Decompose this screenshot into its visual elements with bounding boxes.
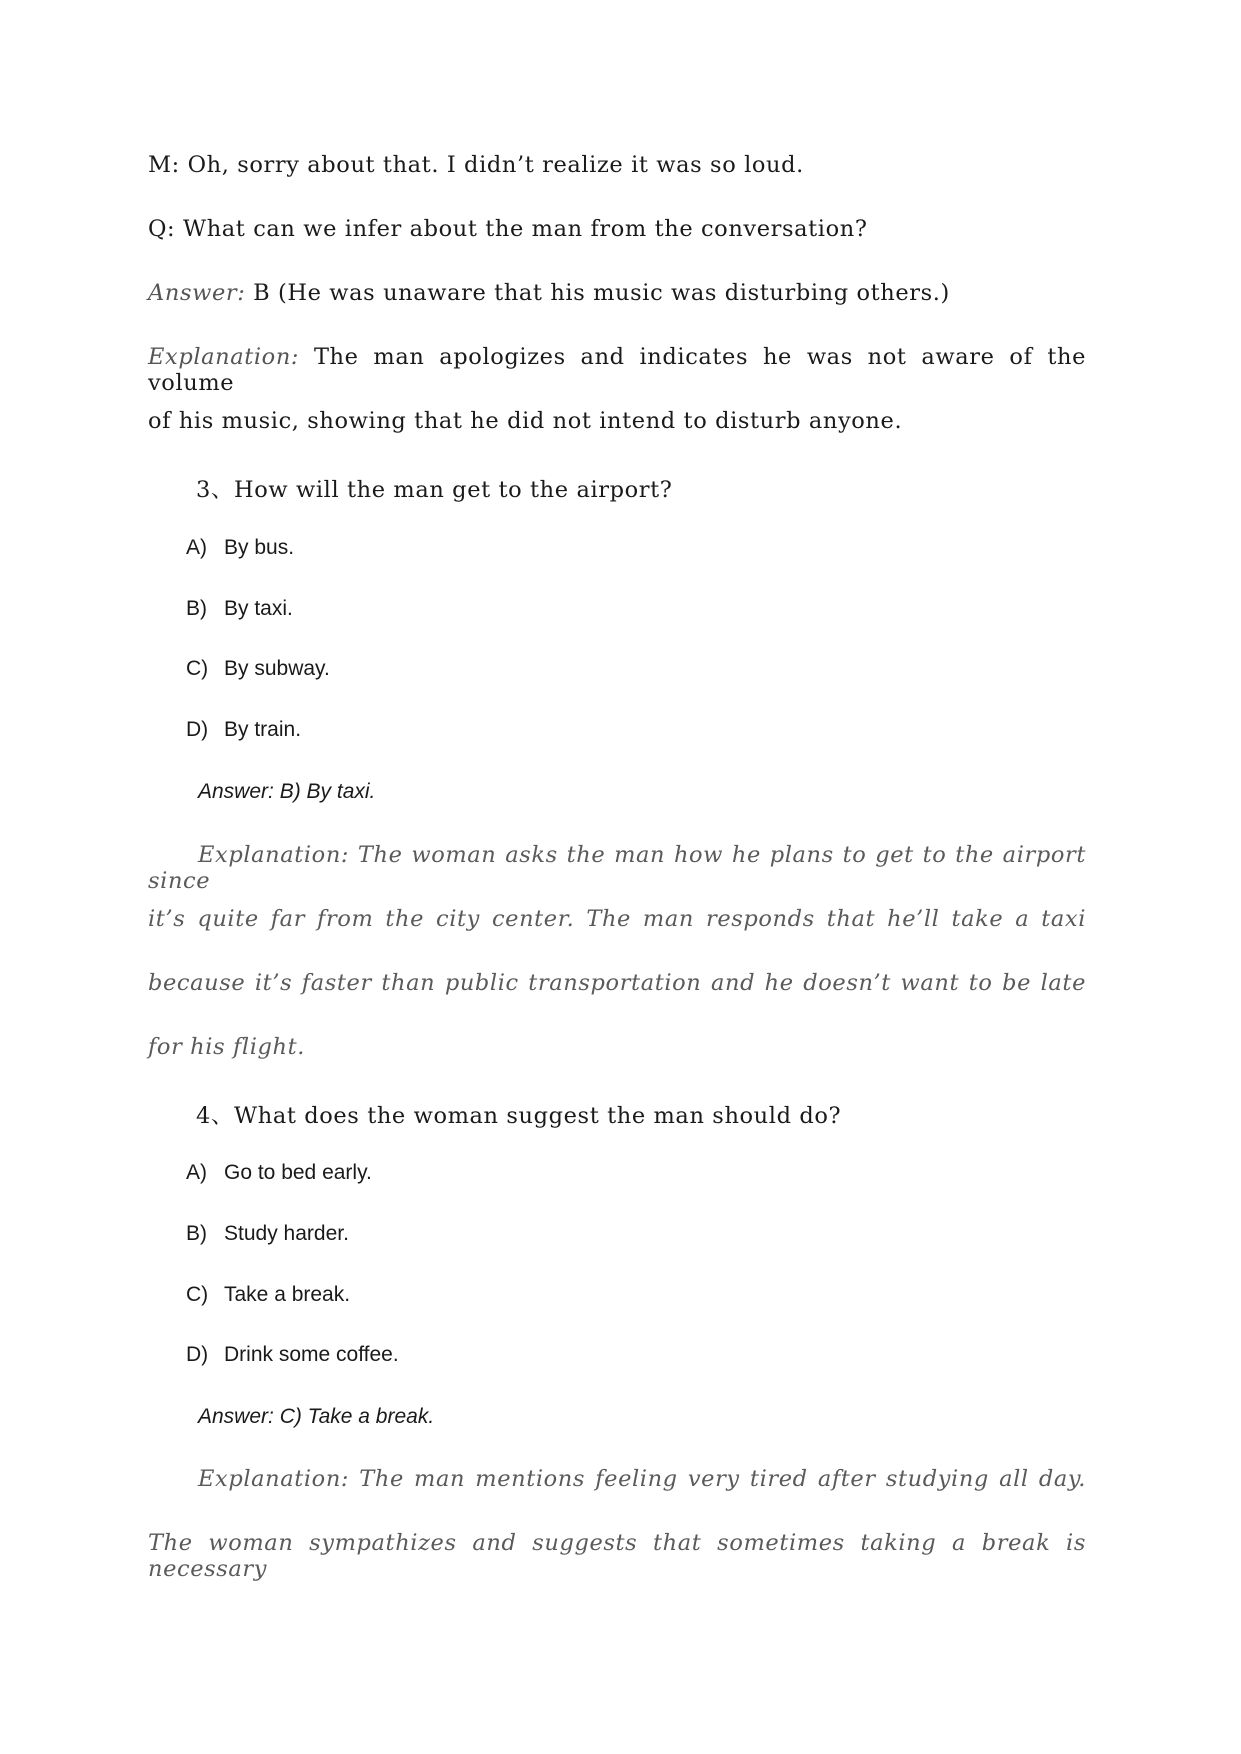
dialogue-question-line: Q: What can we infer about the man from the conversation?	[148, 216, 868, 242]
q3-explanation-line-4: for his flight.	[148, 1034, 305, 1060]
option-letter: C)	[186, 1283, 209, 1306]
q3-explanation-line-2: it’s quite far from the city center. The man responds that he’ll take a taxi	[148, 906, 1086, 932]
option-text: Take a break.	[224, 1283, 351, 1306]
option-text: By taxi.	[224, 597, 293, 620]
option-letter: B)	[186, 1222, 207, 1245]
q4-option-c	[186, 1283, 350, 1307]
q3-option-d	[186, 718, 301, 742]
dialogue-explanation-line-1	[148, 344, 1086, 396]
option-letter: A)	[186, 536, 207, 559]
q4-explanation-line-1	[148, 1466, 1086, 1492]
option-letter: D)	[186, 1343, 209, 1366]
option-text: By subway.	[224, 657, 330, 680]
option-letter: D)	[186, 718, 209, 741]
explanation-label: Explanation:	[148, 344, 300, 370]
dialogue-man-line: M: Oh, sorry about that. I didn’t realize it was so loud.	[148, 152, 804, 178]
q3-option-b	[186, 597, 293, 621]
q4-option-a	[186, 1161, 372, 1185]
explanation-text: Explanation: The woman asks the man how he plans to get to the airport since	[148, 842, 1086, 894]
answer-label: Answer:	[148, 280, 246, 306]
explanation-text: Explanation: The man mentions feeling very tired after studying all day.	[198, 1466, 1086, 1492]
question-3-title: 3、How will the man get to the airport?	[196, 477, 673, 503]
option-text: Study harder.	[224, 1222, 349, 1245]
question-4-title: 4、What does the woman suggest the man should do?	[196, 1103, 842, 1129]
option-letter: C)	[186, 657, 209, 680]
option-letter: A)	[186, 1161, 207, 1184]
explanation-text: The man apologizes and indicates he was not aware of the volume	[148, 344, 1086, 396]
q3-explanation-line-3: because it’s faster than public transportation and he doesn’t want to be late	[148, 970, 1086, 996]
option-text: Go to bed early.	[224, 1161, 372, 1184]
q4-option-b	[186, 1222, 349, 1246]
option-text: By bus.	[224, 536, 295, 559]
option-letter: B)	[186, 597, 207, 620]
q4-option-d	[186, 1343, 399, 1367]
option-text: By train.	[224, 718, 302, 741]
dialogue-answer	[148, 280, 950, 306]
dialogue-explanation-line-2: of his music, showing that he did not intend to disturb anyone.	[148, 408, 903, 434]
q3-answer: Answer: B) By taxi.	[198, 780, 376, 803]
q3-option-a	[186, 536, 294, 560]
option-text: Drink some coffee.	[224, 1343, 399, 1366]
q3-explanation-line-1	[148, 842, 1086, 894]
q4-explanation-line-2: The woman sympathizes and suggests that sometimes taking a break is necessary	[148, 1530, 1086, 1582]
answer-text: B (He was unaware that his music was disturbing others.)	[245, 280, 950, 306]
q4-answer: Answer: C) Take a break.	[198, 1405, 435, 1428]
q3-option-c	[186, 657, 330, 681]
